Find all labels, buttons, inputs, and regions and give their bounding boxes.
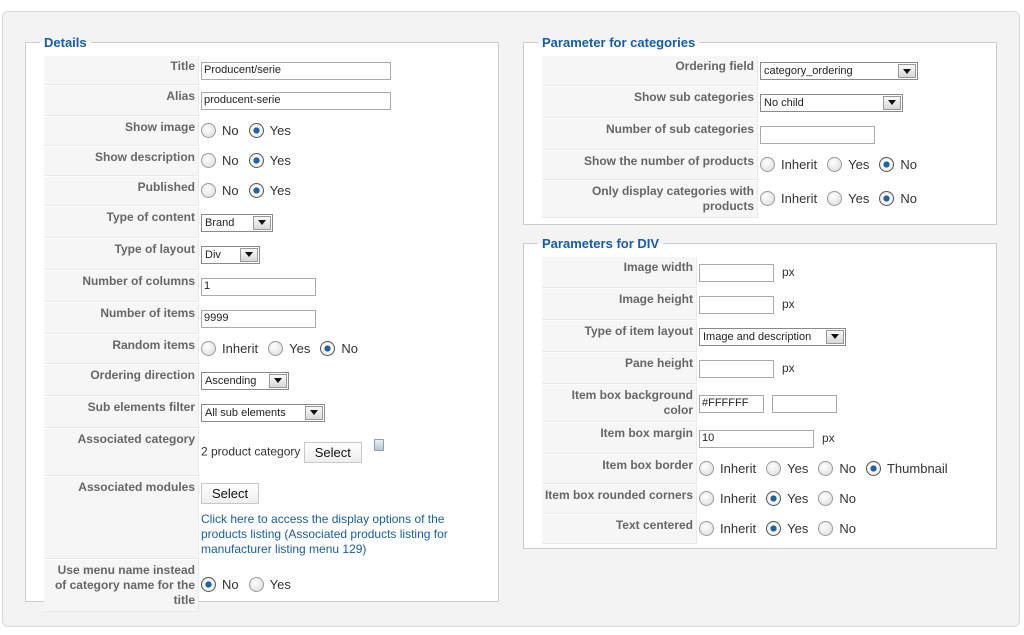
number-of-sub-categories-input[interactable] [760, 126, 875, 144]
chevron-down-icon [240, 248, 258, 262]
image-width-label: Image width [542, 257, 697, 288]
show-number-inherit-radio[interactable] [760, 157, 775, 172]
type-of-content-label: Type of content [44, 207, 199, 238]
details-fieldset [25, 35, 499, 607]
use-menu-name-no-radio[interactable] [201, 577, 216, 592]
type-of-item-layout-select[interactable]: Image and description [699, 328, 846, 346]
ordering-direction-label: Ordering direction [44, 365, 199, 396]
type-of-layout-label: Type of layout [44, 239, 199, 270]
item-box-border-label: Item box border [542, 455, 697, 484]
show-description-label: Show description [44, 147, 199, 176]
item-box-margin-label: Item box margin [542, 423, 697, 454]
rounded-corners-radios: Inherit Yes No [699, 491, 866, 506]
associated-modules-select-button[interactable]: Select [201, 483, 259, 504]
only-display-no-radio[interactable] [879, 191, 894, 206]
associated-modules-label: Associated modules [44, 477, 199, 559]
ordering-field-label: Ordering field [542, 56, 758, 86]
sub-elements-filter-label: Sub elements filter [44, 397, 199, 428]
sub-elements-filter-select[interactable]: All sub elements [201, 404, 325, 422]
number-of-columns-label: Number of columns [44, 271, 199, 302]
show-description-no-radio[interactable] [201, 153, 216, 168]
div-params-fieldset: Parameters for DIV Image width px Image height px Type of item layout Image and description Pane height px Item box background color #FFFFFF Item box margin 10 px Item box border Inherit Yes No Thumbnail Item box rounded corners Inherit Yes No Text centered Inherit Yes No [523, 236, 997, 549]
only-display-yes-radio[interactable] [827, 191, 842, 206]
number-of-columns-input[interactable]: 1 [201, 278, 316, 296]
published-no-radio[interactable] [201, 183, 216, 198]
show-number-of-products-label: Show the number of products [542, 151, 758, 180]
show-image-no-radio[interactable] [201, 123, 216, 138]
published-label: Published [44, 177, 199, 206]
associated-category-text: 2 product category [201, 444, 301, 459]
chevron-down-icon [826, 330, 844, 344]
title-input[interactable]: Producent/serie [201, 62, 391, 80]
border-no-radio[interactable] [818, 461, 833, 476]
random-items-radios: Inherit Yes No [201, 341, 368, 356]
chevron-down-icon [253, 216, 271, 230]
random-items-no-radio[interactable] [320, 341, 335, 356]
show-image-yes-radio[interactable] [249, 123, 264, 138]
display-options-link[interactable]: Click here to access the display options of the products listing (Associated products listing for manufacturer listing menu 129) [201, 512, 448, 556]
image-height-label: Image height [542, 289, 697, 320]
random-items-inherit-radio[interactable] [201, 341, 216, 356]
bg-color-input[interactable]: #FFFFFF [699, 395, 764, 413]
use-menu-name-yes-radio[interactable] [249, 577, 264, 592]
item-box-bg-color-label: Item box background color [542, 385, 697, 422]
trash-icon[interactable] [374, 439, 384, 451]
rounded-yes-radio[interactable] [766, 491, 781, 506]
item-box-border-radios: Inherit Yes No Thumbnail [699, 461, 958, 476]
ordering-field-select[interactable]: category_ordering [760, 62, 918, 80]
chevron-down-icon [883, 96, 901, 110]
published-radios: No Yes [201, 183, 301, 198]
number-of-sub-categories-label: Number of sub categories [542, 119, 758, 150]
show-number-no-radio[interactable] [879, 157, 894, 172]
only-display-categories-label: Only display categories with products [542, 181, 758, 218]
image-height-input[interactable] [699, 296, 774, 314]
border-thumbnail-radio[interactable] [866, 461, 881, 476]
chevron-down-icon [898, 64, 916, 78]
chevron-down-icon [305, 406, 323, 420]
type-of-item-layout-label: Type of item layout [542, 321, 697, 352]
centered-yes-radio[interactable] [766, 521, 781, 536]
title-label: Title [44, 56, 199, 85]
only-display-inherit-radio[interactable] [760, 191, 775, 206]
rounded-no-radio[interactable] [818, 491, 833, 506]
use-menu-name-radios: No Yes [201, 577, 301, 592]
border-yes-radio[interactable] [766, 461, 781, 476]
show-number-of-products-radios: Inherit Yes No [760, 157, 927, 172]
border-inherit-radio[interactable] [699, 461, 714, 476]
image-width-input[interactable] [699, 264, 774, 282]
random-items-label: Random items [44, 335, 199, 364]
show-sub-categories-select[interactable]: No child [760, 94, 903, 112]
show-sub-categories-label: Show sub categories [542, 87, 758, 118]
item-box-rounded-corners-label: Item box rounded corners [542, 485, 697, 514]
categories-legend: Parameter for categories [542, 35, 696, 50]
div-params-legend: Parameters for DIV [542, 236, 660, 251]
alias-label: Alias [44, 86, 199, 116]
alias-input[interactable]: producent-serie [201, 92, 391, 110]
details-legend: Details [44, 35, 87, 50]
show-image-label: Show image [44, 117, 199, 146]
centered-inherit-radio[interactable] [699, 521, 714, 536]
only-display-categories-radios: Inherit Yes No [760, 191, 927, 206]
published-yes-radio[interactable] [249, 183, 264, 198]
ordering-direction-select[interactable]: Ascending [201, 372, 289, 390]
type-of-content-select[interactable]: Brand [201, 214, 273, 232]
use-menu-name-label: Use menu name instead of category name for the title [44, 560, 199, 612]
item-box-margin-input[interactable]: 10 [699, 430, 814, 448]
categories-fieldset [523, 35, 997, 225]
rounded-inherit-radio[interactable] [699, 491, 714, 506]
show-description-radios: No Yes [201, 153, 301, 168]
pane-height-label: Pane height [542, 353, 697, 384]
show-description-yes-radio[interactable] [249, 153, 264, 168]
pane-height-input[interactable] [699, 360, 774, 378]
bg-color-picker-input[interactable] [772, 395, 837, 413]
associated-category-label: Associated category [44, 429, 199, 476]
number-of-items-label: Number of items [44, 303, 199, 334]
number-of-items-input[interactable]: 9999 [201, 310, 316, 328]
type-of-layout-select[interactable]: Div [201, 246, 260, 264]
random-items-yes-radio[interactable] [268, 341, 283, 356]
text-centered-radios: Inherit Yes No [699, 521, 866, 536]
chevron-down-icon [269, 374, 287, 388]
show-image-radios: No Yes [201, 123, 301, 138]
associated-category-select-button[interactable]: Select [304, 442, 362, 463]
centered-no-radio[interactable] [818, 521, 833, 536]
show-number-yes-radio[interactable] [827, 157, 842, 172]
text-centered-label: Text centered [542, 515, 697, 544]
